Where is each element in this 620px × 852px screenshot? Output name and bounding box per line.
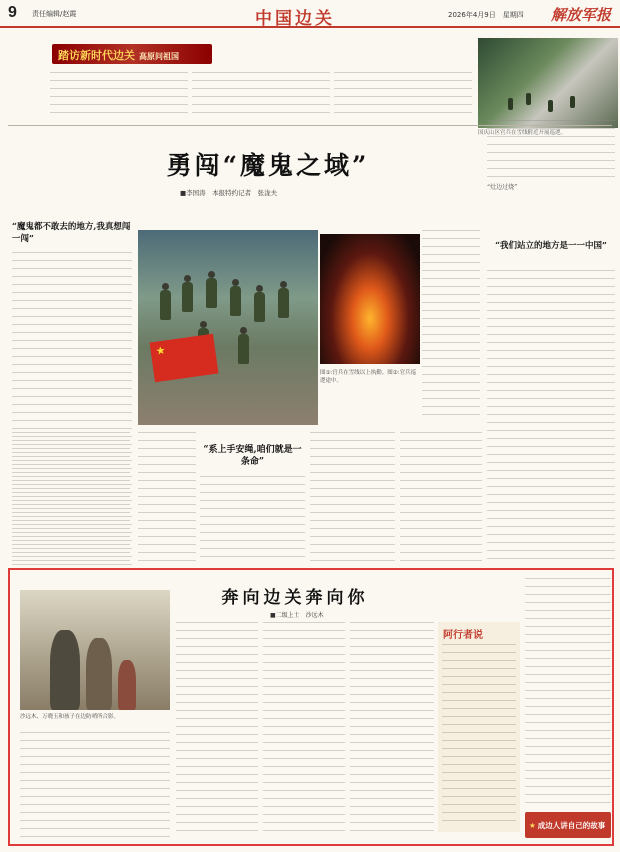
article-column <box>310 432 395 564</box>
issue-date: 2026年4月9日 星期四 <box>448 11 524 19</box>
page-number: 9 <box>8 4 17 21</box>
intro-text-block <box>50 72 475 118</box>
article-column <box>263 622 345 837</box>
article-column <box>422 230 480 420</box>
series-ribbon <box>52 44 212 64</box>
section-editor: 责任编辑/赵霞 <box>32 10 77 18</box>
article-column <box>525 578 611 808</box>
national-flag: ★ <box>150 334 219 383</box>
patrol-photo <box>478 38 618 128</box>
article-column <box>487 270 615 560</box>
bottom-byline: ■二级上士 沙远木 <box>270 612 324 619</box>
newspaper-logo: 解放军报 <box>551 6 612 24</box>
article-column <box>176 622 258 837</box>
article-column <box>400 432 482 564</box>
night-fire-photo <box>320 234 420 364</box>
soldiers-flag-photo <box>138 230 318 425</box>
family-photo-caption: 沙远木、万晓玉和孩子在边防哨所合影。 <box>20 714 120 720</box>
mid-subheading: “系上手安绳,咱们就是一条命” <box>203 445 302 467</box>
intro-column <box>50 72 188 118</box>
bottom-headline: 奔向边关奔向你 <box>221 588 369 608</box>
ribbon-main: 踏访新时代边关 <box>58 49 135 62</box>
quote-text: “灶边过烧” <box>487 184 518 191</box>
article-column-top <box>487 120 615 198</box>
right-subheading: “我们站立的地方是一一中国” <box>495 241 607 251</box>
badge-label: 成边人讲自己的故事 <box>537 821 606 830</box>
article-column <box>200 476 305 564</box>
intro-column <box>192 72 330 118</box>
column-badge <box>525 812 611 838</box>
article-column <box>20 732 170 837</box>
photo-caption: 图①:官兵在雪线以上执勤。图②:官兵巡逻途中。 <box>320 370 417 384</box>
article-column <box>350 622 434 837</box>
sidebar-heading: 阿行者说 <box>443 630 483 641</box>
patrol-photo-caption: 国庆山区官兵在雪线附近开展巡逻。 <box>478 130 567 136</box>
intro-column <box>334 72 472 118</box>
star-icon: ★ <box>529 821 536 830</box>
sidebar-panel <box>438 622 520 832</box>
left-subheading: “魔鬼都不敢去的地方,我真想闯一闯” <box>12 222 131 244</box>
ribbon-sub: 高原问祖国 <box>139 51 179 61</box>
column-title: 中国边关 <box>255 9 335 29</box>
article-column <box>12 432 130 564</box>
main-byline: ■李国涛 本报特约记者 张泷夫 <box>180 189 278 197</box>
main-headline: 勇闯“魔鬼之域” <box>166 151 370 180</box>
family-photo <box>20 590 170 710</box>
article-column <box>138 432 196 564</box>
